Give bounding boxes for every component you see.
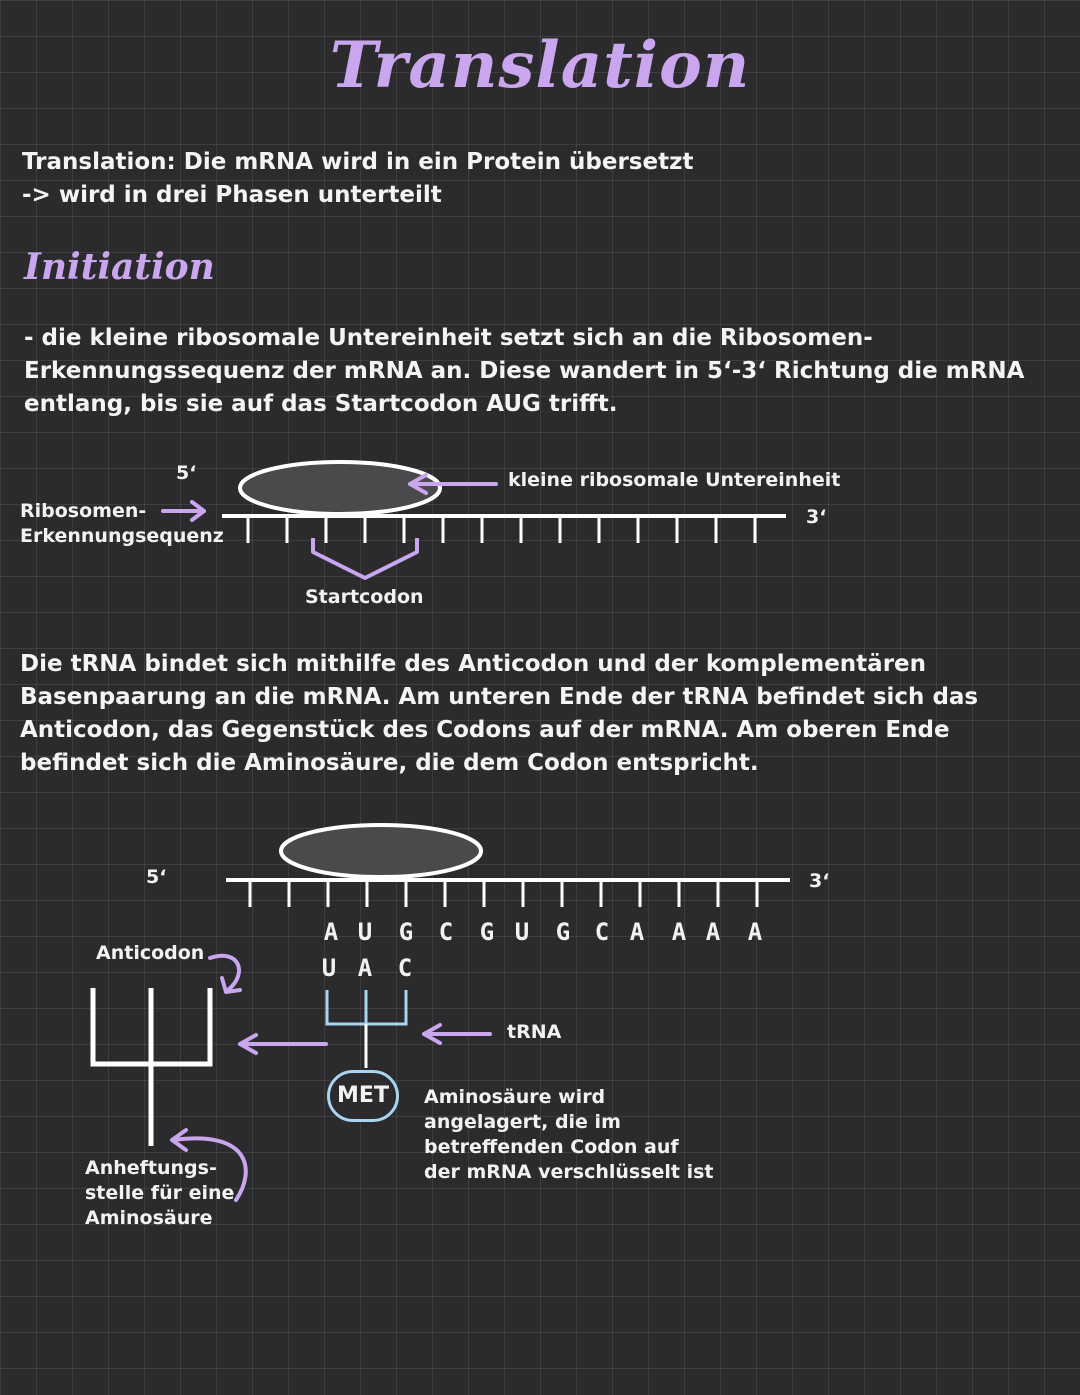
codon-base: C: [594, 918, 610, 946]
three-prime-label: 3‘: [806, 506, 827, 528]
codon-base: A: [705, 918, 721, 946]
trna-label: tRNA: [507, 1021, 562, 1043]
startcodon-label: Startcodon: [305, 586, 424, 608]
small-ribosomal-subunit: [240, 462, 440, 514]
codon-base: G: [398, 918, 414, 946]
anticodon-base: A: [357, 954, 373, 982]
anticodon-label: Anticodon: [96, 942, 205, 964]
five-prime-label: 5‘: [176, 462, 197, 484]
ribosome-subunit: [281, 825, 481, 877]
three-prime-label: 3‘: [809, 870, 830, 892]
arrow-left-icon: [240, 1035, 326, 1053]
paragraph-line: Erkennungssequenz der mRNA an. Diese wandert in 5‘-3‘ Richtung die mRNA: [24, 358, 1025, 384]
small-subunit-label: kleine ribosomale Untereinheit: [508, 469, 841, 491]
amino-acid-note: Aminosäure wird angelagert, die im betreffenden Codon auf der mRNA verschlüsselt ist: [424, 1086, 714, 1183]
five-prime-label: 5‘: [146, 866, 167, 888]
recognition-sequence-label: Ribosomen- Erkennungsequenz: [20, 500, 224, 547]
codon-base: A: [671, 918, 687, 946]
codon-base: U: [357, 918, 373, 946]
codon-base: A: [629, 918, 645, 946]
mrna-ticks: [248, 516, 755, 543]
arrow-left-icon: [424, 1025, 490, 1043]
trna-molecule: [327, 990, 406, 1024]
codon-base: A: [747, 918, 763, 946]
attachment-site-label: Anheftungs- stelle für eine Aminosäure: [85, 1157, 235, 1229]
codon-base: A: [323, 918, 339, 946]
trna-model: [93, 988, 210, 1146]
paragraph-line: befindet sich die Aminosäure, die dem Codon entspricht.: [20, 750, 759, 776]
anticodon-base: U: [321, 954, 337, 982]
anticodon-base: C: [397, 954, 413, 982]
paragraph-line: Anticodon, das Gegenstück des Codons auf der mRNA. Am oberen Ende: [20, 717, 950, 743]
paragraph-line: - die kleine ribosomale Untereinheit setzt sich an die Ribosomen-: [24, 325, 873, 351]
curved-arrow-icon: [210, 956, 240, 992]
paragraph-line: Die tRNA bindet sich mithilfe des Anticodon und der komplementären: [20, 651, 927, 677]
mrna-ticks: [250, 880, 757, 907]
codon-base: G: [479, 918, 495, 946]
intro-line-1: Translation: Die mRNA wird in ein Protein übersetzt: [22, 149, 694, 175]
paragraph-line: Basenpaarung an die mRNA. Am unteren Ende der tRNA befindet sich das: [20, 684, 979, 710]
codon-base: U: [514, 918, 530, 946]
paragraph-line: entlang, bis sie auf das Startcodon AUG trifft.: [24, 391, 618, 417]
codon-base: G: [555, 918, 571, 946]
methionine-badge: MET: [327, 1070, 399, 1122]
arrow-left-icon: [410, 475, 496, 493]
page-title: Translation: [329, 28, 751, 103]
trna-paragraph: [20, 648, 978, 780]
section-heading-initiation: Initiation: [24, 246, 215, 288]
codon-base: C: [438, 918, 454, 946]
startcodon-bracket: [313, 538, 417, 578]
intro-line-2: -> wird in drei Phasen unterteilt: [22, 182, 442, 208]
